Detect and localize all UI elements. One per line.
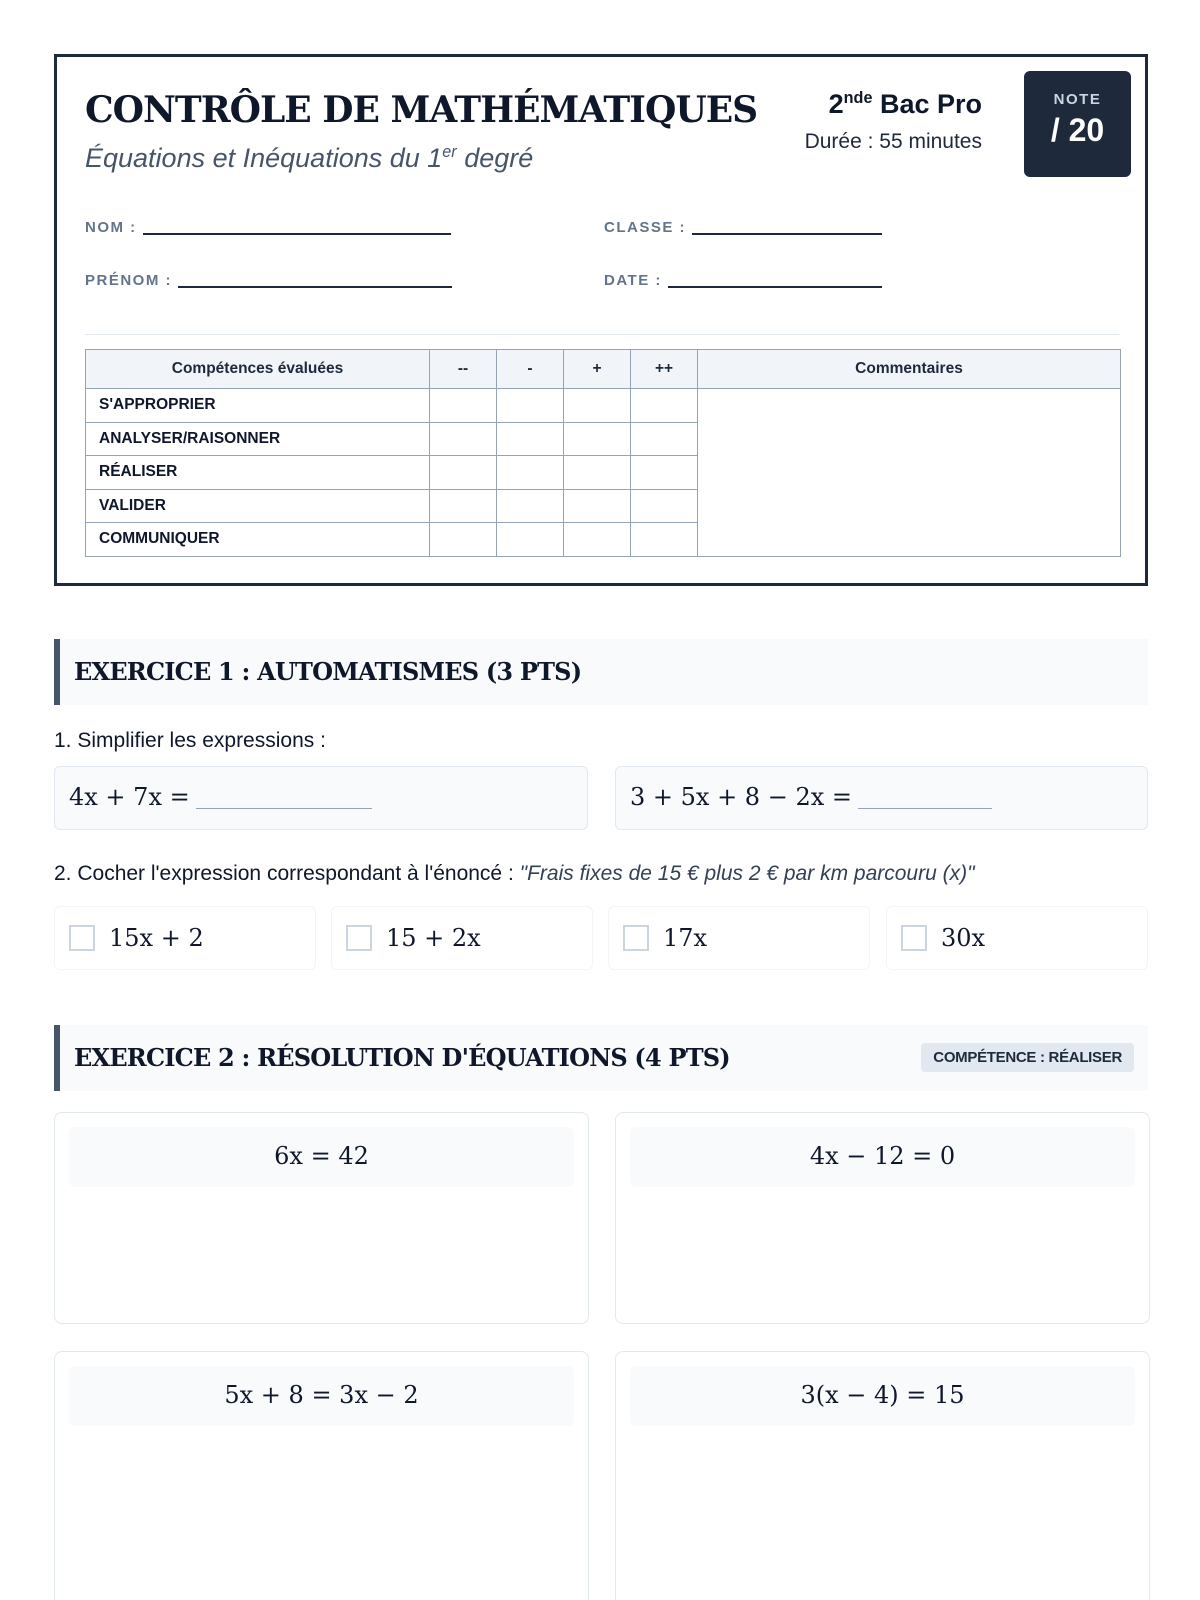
equation: 5x + 8 = 3x − 2 bbox=[69, 1366, 574, 1426]
exercise1-header bbox=[54, 639, 1148, 705]
answer-blank-1[interactable] bbox=[196, 789, 372, 809]
choice-label: 15x + 2 bbox=[109, 924, 204, 952]
rating-cell[interactable] bbox=[497, 389, 564, 423]
classe-label: CLASSE : bbox=[604, 219, 687, 236]
col-very-weak: -- bbox=[430, 350, 497, 389]
grade-box bbox=[1024, 71, 1131, 177]
col-comments: Commentaires bbox=[698, 350, 1121, 389]
competences-table bbox=[85, 349, 1121, 557]
rating-cell[interactable] bbox=[430, 489, 497, 523]
col-weak: - bbox=[497, 350, 564, 389]
expression-2: 3 + 5x + 8 − 2x = bbox=[630, 783, 852, 811]
equation: 3(x − 4) = 15 bbox=[630, 1366, 1135, 1426]
equation-card[interactable] bbox=[54, 1351, 589, 1600]
grade-value: / 20 bbox=[1050, 112, 1105, 148]
choice-label: 30x bbox=[941, 924, 986, 952]
rating-cell[interactable] bbox=[497, 422, 564, 456]
choice-option[interactable] bbox=[608, 906, 870, 970]
competence-badge: COMPÉTENCE : RÉALISER bbox=[921, 1043, 1134, 1072]
skill-name: RÉALISER bbox=[86, 456, 430, 490]
prenom-line[interactable] bbox=[178, 274, 452, 288]
skill-name: S'APPROPRIER bbox=[86, 389, 430, 423]
level-name: Bac Pro bbox=[872, 89, 982, 119]
choice-option[interactable] bbox=[886, 906, 1148, 970]
equation-card[interactable] bbox=[615, 1351, 1150, 1600]
rating-cell[interactable] bbox=[631, 456, 698, 490]
checkbox-icon[interactable] bbox=[623, 925, 649, 951]
equation-card[interactable] bbox=[54, 1112, 589, 1324]
rating-cell[interactable] bbox=[564, 523, 631, 557]
equation-card[interactable] bbox=[615, 1112, 1150, 1324]
rating-cell[interactable] bbox=[564, 456, 631, 490]
exercise1-question2 bbox=[54, 862, 975, 886]
class-level bbox=[805, 89, 982, 120]
question2-statement: "Frais fixes de 15 € plus 2 € par km parcouru (x)" bbox=[519, 862, 975, 885]
col-very-good: ++ bbox=[631, 350, 698, 389]
rating-cell[interactable] bbox=[631, 422, 698, 456]
level-num: 2 bbox=[828, 89, 844, 119]
checkbox-icon[interactable] bbox=[901, 925, 927, 951]
level-sup: nde bbox=[843, 89, 873, 107]
rating-cell[interactable] bbox=[631, 523, 698, 557]
checkbox-icon[interactable] bbox=[346, 925, 372, 951]
equation: 6x = 42 bbox=[69, 1127, 574, 1187]
col-good: + bbox=[564, 350, 631, 389]
rating-cell[interactable] bbox=[564, 489, 631, 523]
rating-cell[interactable] bbox=[430, 422, 497, 456]
rating-cell[interactable] bbox=[497, 456, 564, 490]
choice-label: 15 + 2x bbox=[386, 924, 481, 952]
subtitle-text-end: degré bbox=[456, 143, 534, 173]
level-block bbox=[805, 89, 982, 154]
exercise2-header bbox=[54, 1025, 1148, 1091]
choices-row bbox=[54, 906, 1148, 970]
exercise1-title: EXERCICE 1 : AUTOMATISMES (3 PTS) bbox=[74, 657, 582, 686]
checkbox-icon[interactable] bbox=[69, 925, 95, 951]
expression-1: 4x + 7x = bbox=[69, 783, 190, 811]
question2-label: 2. Cocher l'expression correspondant à l'énoncé : bbox=[54, 862, 520, 885]
rating-cell[interactable] bbox=[430, 456, 497, 490]
choice-label: 17x bbox=[663, 924, 708, 952]
comments-cell[interactable] bbox=[698, 389, 1121, 557]
date-field[interactable] bbox=[604, 272, 882, 289]
classe-line[interactable] bbox=[692, 221, 882, 235]
date-line[interactable] bbox=[668, 274, 882, 288]
date-label: DATE : bbox=[604, 272, 662, 289]
skill-name: ANALYSER/RAISONNER bbox=[86, 422, 430, 456]
answer-blank-2[interactable] bbox=[858, 789, 992, 809]
skill-name: COMMUNIQUER bbox=[86, 523, 430, 557]
expression-box-1 bbox=[54, 766, 588, 830]
exam-subtitle bbox=[85, 143, 533, 174]
exercise2-title: EXERCICE 2 : RÉSOLUTION D'ÉQUATIONS (4 PTS) bbox=[74, 1043, 730, 1072]
rating-cell[interactable] bbox=[564, 389, 631, 423]
table-row bbox=[86, 389, 1121, 423]
prenom-field[interactable] bbox=[85, 272, 452, 289]
subtitle-sup: er bbox=[442, 143, 457, 161]
choice-option[interactable] bbox=[331, 906, 593, 970]
table-header-row bbox=[86, 350, 1121, 389]
subtitle-text: Équations et Inéquations du 1 bbox=[85, 143, 443, 173]
nom-field[interactable] bbox=[85, 219, 451, 236]
rating-cell[interactable] bbox=[631, 389, 698, 423]
choice-option[interactable] bbox=[54, 906, 316, 970]
nom-label: NOM : bbox=[85, 219, 137, 236]
prenom-label: PRÉNOM : bbox=[85, 272, 172, 289]
exam-page bbox=[54, 54, 1148, 1409]
rating-cell[interactable] bbox=[564, 422, 631, 456]
exercise1-question1: 1. Simplifier les expressions : bbox=[54, 729, 326, 752]
expression-box-2 bbox=[615, 766, 1148, 830]
nom-line[interactable] bbox=[143, 221, 451, 235]
header-divider bbox=[85, 334, 1119, 335]
exam-title: CONTRÔLE DE MATHÉMATIQUES bbox=[85, 89, 758, 131]
rating-cell[interactable] bbox=[497, 523, 564, 557]
skill-name: VALIDER bbox=[86, 489, 430, 523]
rating-cell[interactable] bbox=[430, 523, 497, 557]
rating-cell[interactable] bbox=[631, 489, 698, 523]
exam-header bbox=[54, 54, 1148, 586]
classe-field[interactable] bbox=[604, 219, 882, 236]
rating-cell[interactable] bbox=[430, 389, 497, 423]
exam-duration: Durée : 55 minutes bbox=[804, 130, 982, 153]
grade-label: NOTE bbox=[1053, 91, 1102, 108]
equation: 4x − 12 = 0 bbox=[630, 1127, 1135, 1187]
col-competences: Compétences évaluées bbox=[86, 350, 430, 389]
rating-cell[interactable] bbox=[497, 489, 564, 523]
